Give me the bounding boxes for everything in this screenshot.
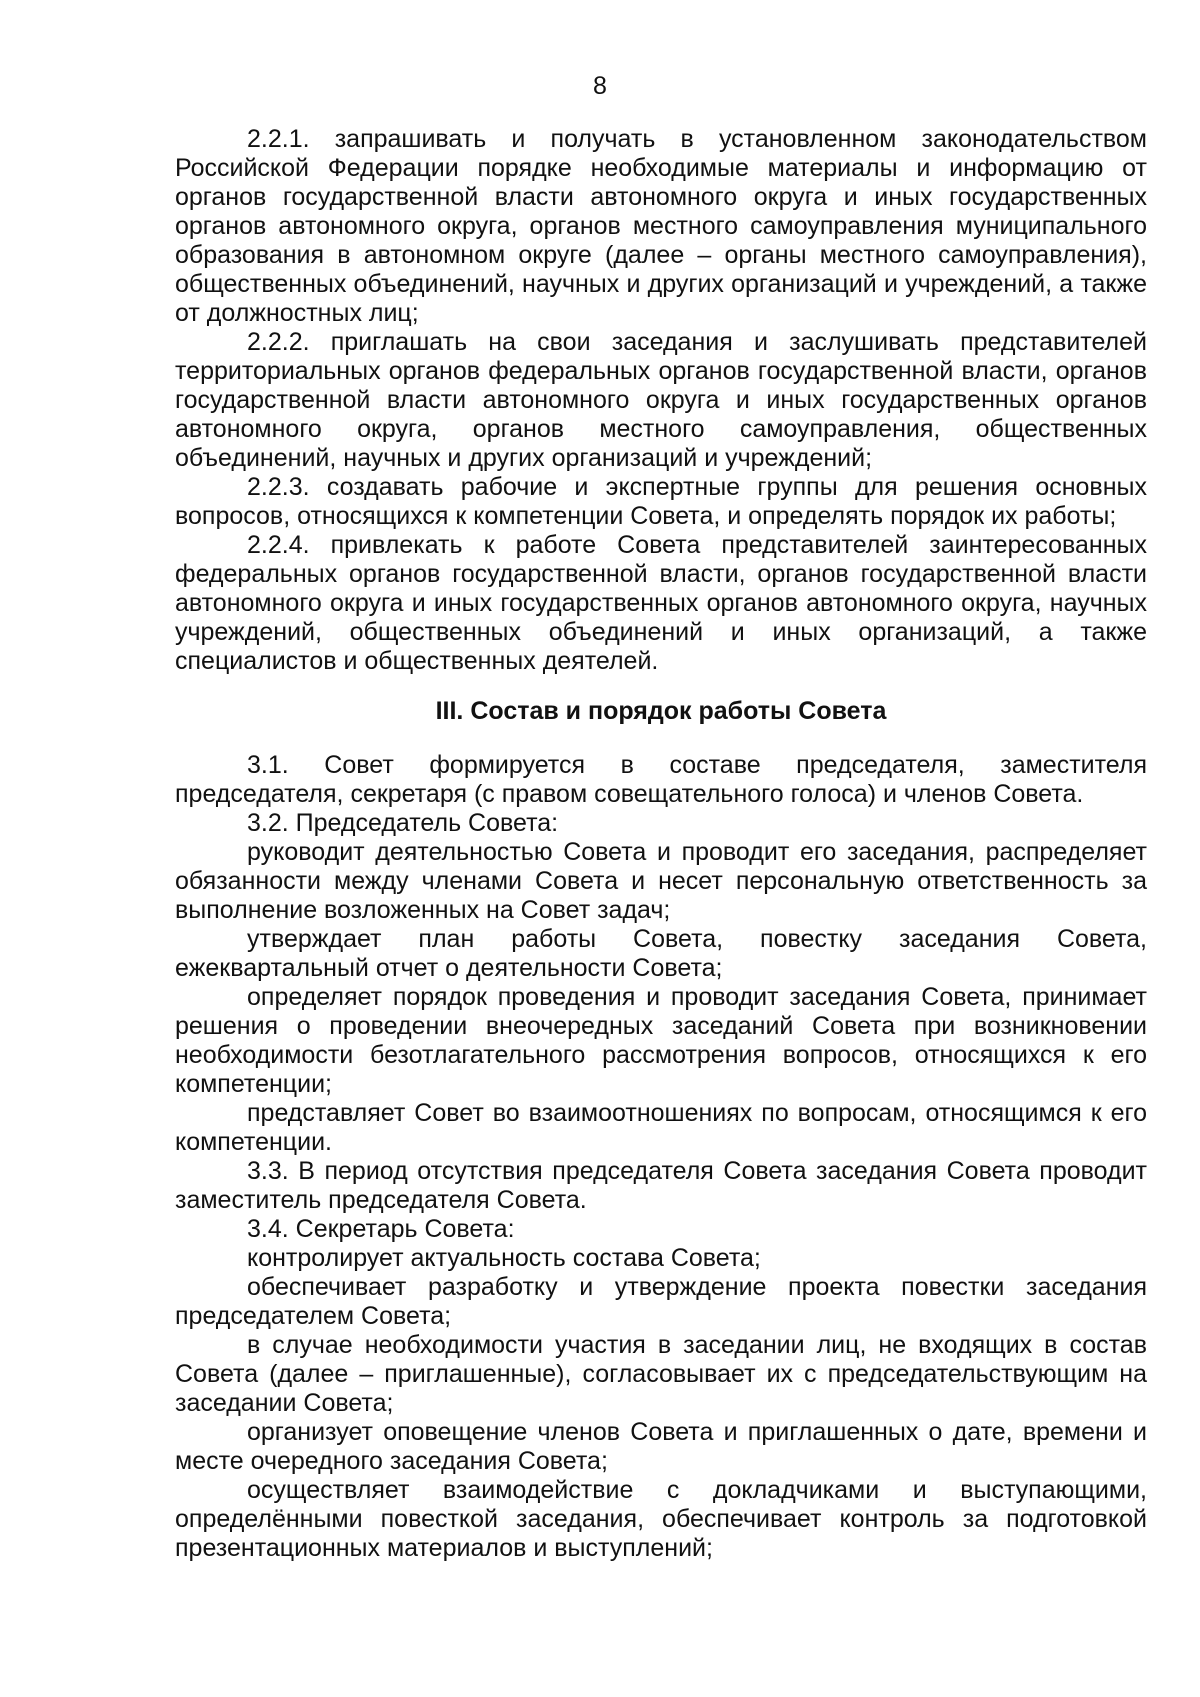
list-item: осуществляет взаимодействие с докладчиками и выступающими, определёнными повесткой заседания, обеспечивает контроль за подготовкой презентационных материалов и выступлений;: [175, 1476, 1147, 1562]
list-item: представляет Совет во взаимоотношениях по вопросам, относящимся к его компетенции.: [175, 1099, 1147, 1156]
section-heading: III. Состав и порядок работы Совета: [435, 697, 887, 725]
list-item: контролирует актуальность состава Совета;: [247, 1244, 761, 1272]
paragraph-3-2: 3.2. Председатель Совета:: [247, 809, 559, 837]
page-number: 8: [593, 72, 607, 100]
list-item: обеспечивает разработку и утверждение проекта повестки заседания председателем Совета;: [175, 1273, 1147, 1330]
list-item: в случае необходимости участия в заседании лиц, не входящих в состав Совета (далее – приглашенные), согласовывает их с председательствующим на заседании Совета;: [175, 1331, 1147, 1417]
paragraph-2-2-1: 2.2.1. запрашивать и получать в установленном законодательством Российской Федерации порядке необходимые материалы и информацию от органов государственной власти автономного округа и иных государственных органов автономного округа, органов местного самоуправления муниципального образования в автономном округе (далее – органы местного самоуправления), общественных объединений, научных и других организаций и учреждений, а также от должностных лиц;: [175, 125, 1147, 327]
list-item: определяет порядок проведения и проводит заседания Совета, принимает решения о проведении внеочередных заседаний Совета при возникновении необходимости безотлагательного рассмотрения вопросов, относящихся к его компетенции;: [175, 983, 1147, 1098]
paragraph-2-2-2: 2.2.2. приглашать на свои заседания и заслушивать представителей территориальных органов федеральных органов государственной власти, органов государственной власти автономного округа и иных государственных органов автономного округа, органов местного самоуправления, общественных объединений, научных и других организаций и учреждений;: [175, 328, 1147, 472]
paragraph-3-1: 3.1. Совет формируется в составе председателя, заместителя председателя, секретаря (с правом совещательного голоса) и членов Совета.: [175, 751, 1147, 808]
list-item: утверждает план работы Совета, повестку заседания Совета, ежеквартальный отчет о деятельности Совета;: [175, 925, 1147, 982]
paragraph-2-2-3: 2.2.3. создавать рабочие и экспертные группы для решения основных вопросов, относящихся к компетенции Совета, и определять порядок их работы;: [175, 473, 1147, 530]
paragraph-2-2-4: 2.2.4. привлекать к работе Совета представителей заинтересованных федеральных органов государственной власти, органов государственной власти автономного округа и иных государственных органов автономного округа, научных учреждений, общественных объединений и иных организаций, а также специалистов и общественных деятелей.: [175, 531, 1147, 675]
paragraph-3-4: 3.4. Секретарь Совета:: [247, 1215, 515, 1243]
list-item: руководит деятельностью Совета и проводит его заседания, распределяет обязанности между членами Совета и несет персональную ответственность за выполнение возложенных на Совет задач;: [175, 838, 1147, 924]
paragraph-3-3: 3.3. В период отсутствия председателя Совета заседания Совета проводит заместитель председателя Совета.: [175, 1157, 1147, 1214]
list-item: организует оповещение членов Совета и приглашенных о дате, времени и месте очередного заседания Совета;: [175, 1418, 1147, 1475]
document-body: [175, 125, 1147, 1563]
